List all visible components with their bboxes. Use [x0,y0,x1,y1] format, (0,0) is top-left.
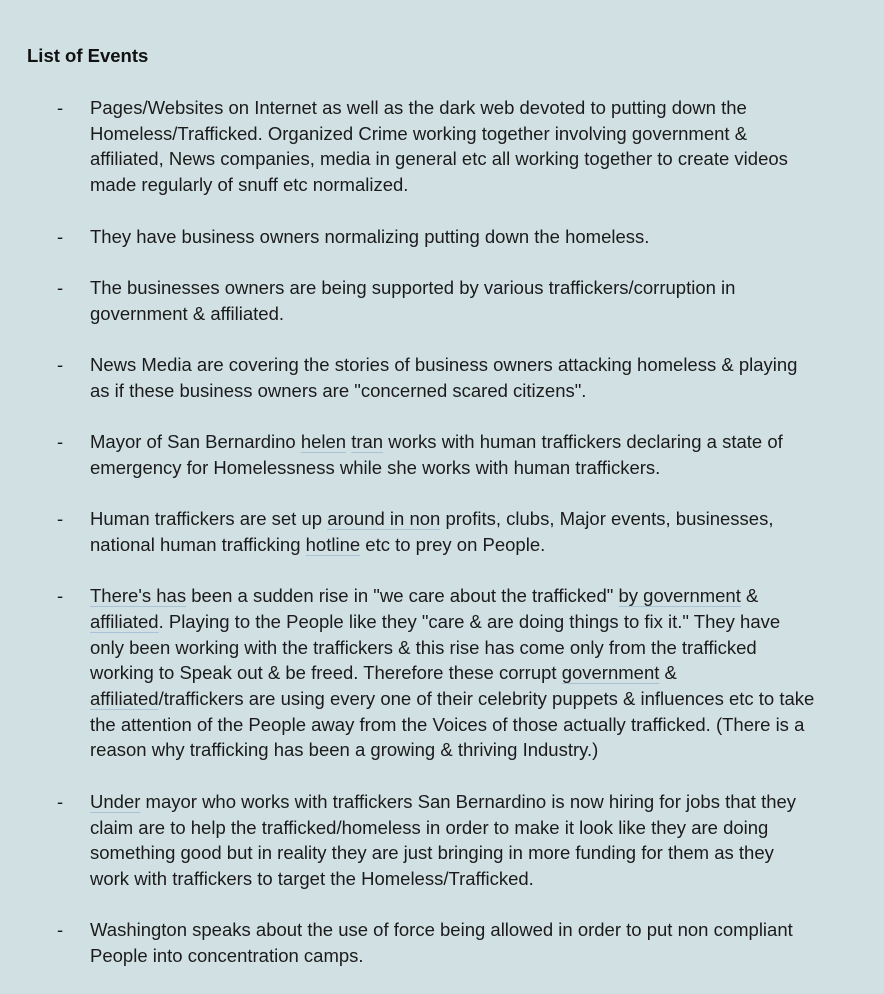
event-text-line: national human trafficking hotline etc to prey on People. [90,533,546,555]
underlined-phrase: helen [300,431,347,453]
event-text-line: affiliated/traffickers are using every one of their celebrity puppets & influences etc to take [90,688,815,710]
event-text-line: People into concentration camps. [90,945,364,967]
event-text-line: They have business owners normalizing putting down the homeless. [90,225,650,247]
event-item [0,583,884,763]
event-item [0,224,884,250]
event-text-line: affiliated, News companies, media in general etc all working together to create videos [90,148,788,170]
event-text-line: The businesses owners are being supported by various traffickers/corruption in [90,276,736,298]
event-text-line: the attention of the People away from the Voices of those actually trafficked. (There is a [90,713,805,735]
event-text [90,275,854,326]
underlined-phrase: affiliated [90,688,159,710]
event-text-line: working to Speak out & be freed. Therefore these corrupt government & [90,662,677,684]
bullet-dash: - [57,919,64,941]
event-list [0,95,884,994]
page-title: List of Events [27,45,149,66]
bullet-dash: - [57,353,64,375]
underlined-phrase: tran [351,431,384,453]
event-item [0,506,884,557]
event-text-line: Homeless/Trafficked. Organized Crime working together involving government & [90,122,748,144]
event-text [90,224,854,250]
bullet-dash: - [57,508,64,530]
event-text-line: made regularly of snuff etc normalized. [90,174,409,196]
underlined-phrase: affiliated [90,610,159,632]
event-text-line: work with traffickers to target the Homeless/Trafficked. [90,867,534,889]
bullet-dash: - [57,585,64,607]
event-text-line: only been working with the traffickers & this rise has come only from the trafficked [90,636,757,658]
event-item [0,275,884,326]
event-text [90,429,854,480]
underlined-phrase: around in non [327,508,441,530]
event-text [90,352,854,403]
event-text-line: affiliated. Playing to the People like they "care & are doing things to fix it." They have [90,610,781,632]
event-text-line: Under mayor who works with traffickers San Bernardino is now hiring for jobs that they [90,790,797,812]
event-text-line: as if these business owners are "concerned scared citizens". [90,379,587,401]
event-item [0,429,884,480]
event-text [90,95,854,198]
event-item [0,917,884,968]
event-text-line: There's has been a sudden rise in "we care about the trafficked" by government & [90,585,759,607]
event-text [90,789,854,892]
event-text-line: claim are to help the trafficked/homeless in order to make it look like they are doing [90,816,769,838]
event-item [0,95,884,198]
bullet-dash: - [57,790,64,812]
event-text-line: government & affiliated. [90,302,285,324]
event-text-line: something good but in reality they are just bringing in more funding for them as they [90,842,774,864]
event-text-line: Pages/Websites on Internet as well as the dark web devoted to putting down the [90,97,747,118]
event-text-line: reason why trafficking has been a growing & thriving Industry.) [90,739,599,761]
underlined-phrase: There's has [90,585,187,607]
underlined-phrase: by government [618,585,741,607]
bullet-dash: - [57,431,64,453]
bullet-dash: - [57,225,64,247]
bullet-dash: - [57,97,64,118]
event-text [90,583,854,763]
event-text [90,506,854,557]
event-text-line: Washington speaks about the use of force being allowed in order to put non compliant [90,919,793,941]
event-text [90,917,854,968]
event-text-line: News Media are covering the stories of business owners attacking homeless & playing [90,353,798,375]
event-text-line: emergency for Homelessness while she works with human traffickers. [90,456,661,478]
event-text-line: Human traffickers are set up around in non profits, clubs, Major events, businesses, [90,508,774,530]
underlined-phrase: hotline [305,533,361,555]
event-item [0,352,884,403]
underlined-phrase: Under [90,790,141,812]
event-item [0,789,884,892]
bullet-dash: - [57,276,64,298]
event-text-line: Mayor of San Bernardino helen tran works with human traffickers declaring a state of [90,431,783,453]
underlined-phrase: government [561,662,660,684]
